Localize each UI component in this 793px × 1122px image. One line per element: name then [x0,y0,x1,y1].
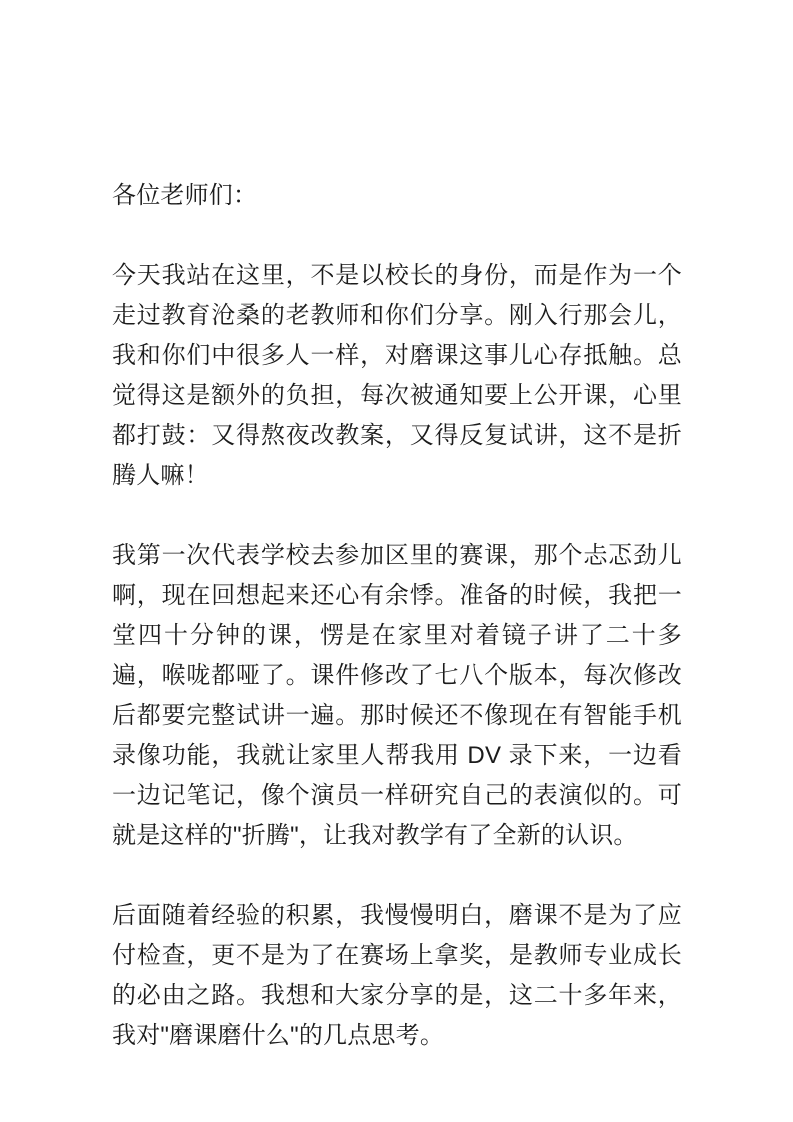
body-paragraph-3: 后面随着经验的积累，我慢慢明白，磨课不是为了应付检查，更不是为了在赛场上拿奖，是教师专业成长的必由之路。我想和大家分享的是，这二十多年来，我对"磨课磨什么"的几点思考。 [112,902,682,1049]
salutation-line: 各位老师们： [112,182,258,209]
document-body [112,176,682,1056]
body-paragraph-2: 我第一次代表学校去参加区里的赛课，那个忐忑劲儿啊，现在回想起来还心有余悸。准备的时候，我把一堂四十分钟的课，愣是在家里对着镜子讲了二十多遍，喉咙都哑了。课件修改了七八个版本，每次修改后都要完整试讲一遍。那时候还不像现在有智能手机录像功能，我就让家里人帮我用 DV 录下来，一边看一边记笔记，像个演员一样研究自己的表演似的。可就是这样的"折腾"，让我对教学有了全新的认识。 [112,542,682,849]
body-paragraph-1: 今天我站在这里，不是以校长的身份，而是作为一个走过教育沧桑的老教师和你们分享。刚入行那会儿，我和你们中很多人一样，对磨课这事儿心存抵触。总觉得这是额外的负担，每次被通知要上公开课，心里都打鼓：又得熬夜改教案，又得反复试讲，这不是折腾人嘛！ [112,262,682,489]
